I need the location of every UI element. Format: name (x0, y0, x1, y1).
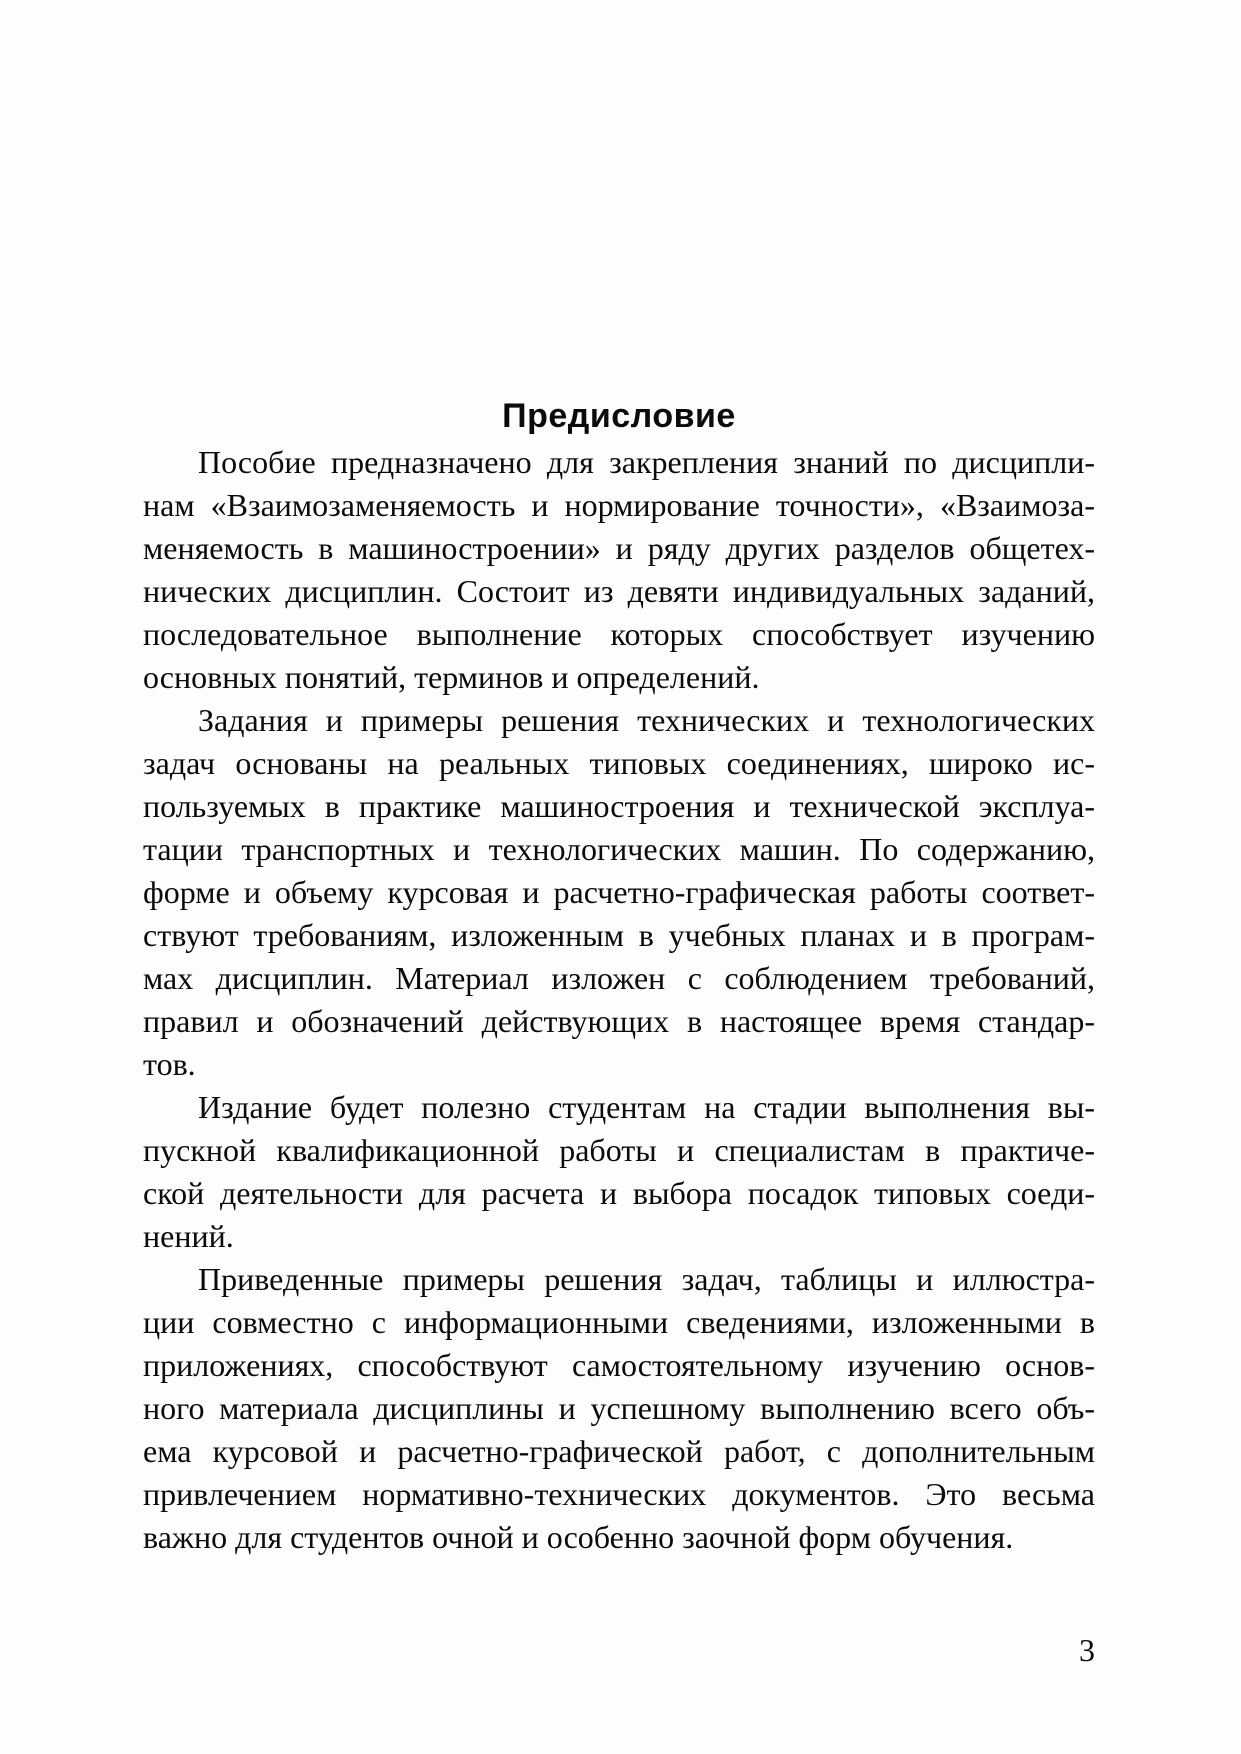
text-block (143, 395, 1095, 1559)
text-line: ема курсовой и расчетно-графической работ, с дополнительным (143, 1433, 1095, 1469)
text-line: основных понятий, терминов и определений. (143, 659, 760, 695)
paragraph (143, 1086, 1095, 1258)
text-line: форме и объему курсовая и расчетно-графическая работы соответ- (143, 874, 1095, 910)
text-line: пускной квалификационной работы и специалистам в практиче- (143, 1132, 1095, 1168)
text-line: ской деятельности для расчета и выбора посадок типовых соеди- (143, 1175, 1095, 1211)
text-line: меняемость в машиностроении» и ряду других разделов общетех- (143, 530, 1095, 566)
paragraph (143, 1258, 1095, 1559)
text-line: пользуемых в практике машиностроения и технической эксплуа- (143, 788, 1095, 824)
text-line: нений. (143, 1218, 234, 1254)
text-line: приложениях, способствуют самостоятельному изучению основ- (143, 1347, 1095, 1383)
text-line: последовательное выполнение которых способствует изучению (143, 616, 1095, 652)
text-line: ного материала дисциплины и успешному выполнению всего объ- (143, 1390, 1095, 1426)
text-line: Задания и примеры решения технических и технологических (198, 702, 1095, 738)
paragraph (143, 699, 1095, 1086)
text-line: тов. (143, 1046, 196, 1082)
text-line: ции совместно с информационными сведениями, изложенными в (143, 1304, 1095, 1340)
text-line: мах дисциплин. Материал изложен с соблюдением требований, (143, 960, 1095, 996)
text-line: ствуют требованиям, изложенным в учебных планах и в програм- (143, 917, 1095, 953)
text-line: Приведенные примеры решения задач, таблицы и иллюстра- (198, 1261, 1095, 1297)
text-line: важно для студентов очной и особенно заочной форм обучения. (143, 1519, 1014, 1555)
text-line: Издание будет полезно студентам на стадии выполнения вы- (198, 1089, 1095, 1125)
text-line: тации транспортных и технологических машин. По содержанию, (143, 831, 1095, 867)
page-title: Предисловие (502, 397, 736, 435)
paragraph (143, 441, 1095, 699)
text-line: нических дисциплин. Состоит из девяти индивидуальных заданий, (143, 573, 1095, 609)
text-line: Пособие предназначено для закрепления знаний по дисципли- (198, 444, 1095, 480)
text-line: привлечением нормативно-технических документов. Это весьма (143, 1476, 1095, 1512)
text-line: правил и обозначений действующих в настоящее время стандар- (143, 1003, 1095, 1039)
page-number: 3 (1079, 1632, 1095, 1668)
text-line: задач основаны на реальных типовых соединениях, широко ис- (143, 745, 1095, 781)
text-line: нам «Взаимозаменяемость и нормирование точности», «Взаимоза- (143, 487, 1095, 523)
